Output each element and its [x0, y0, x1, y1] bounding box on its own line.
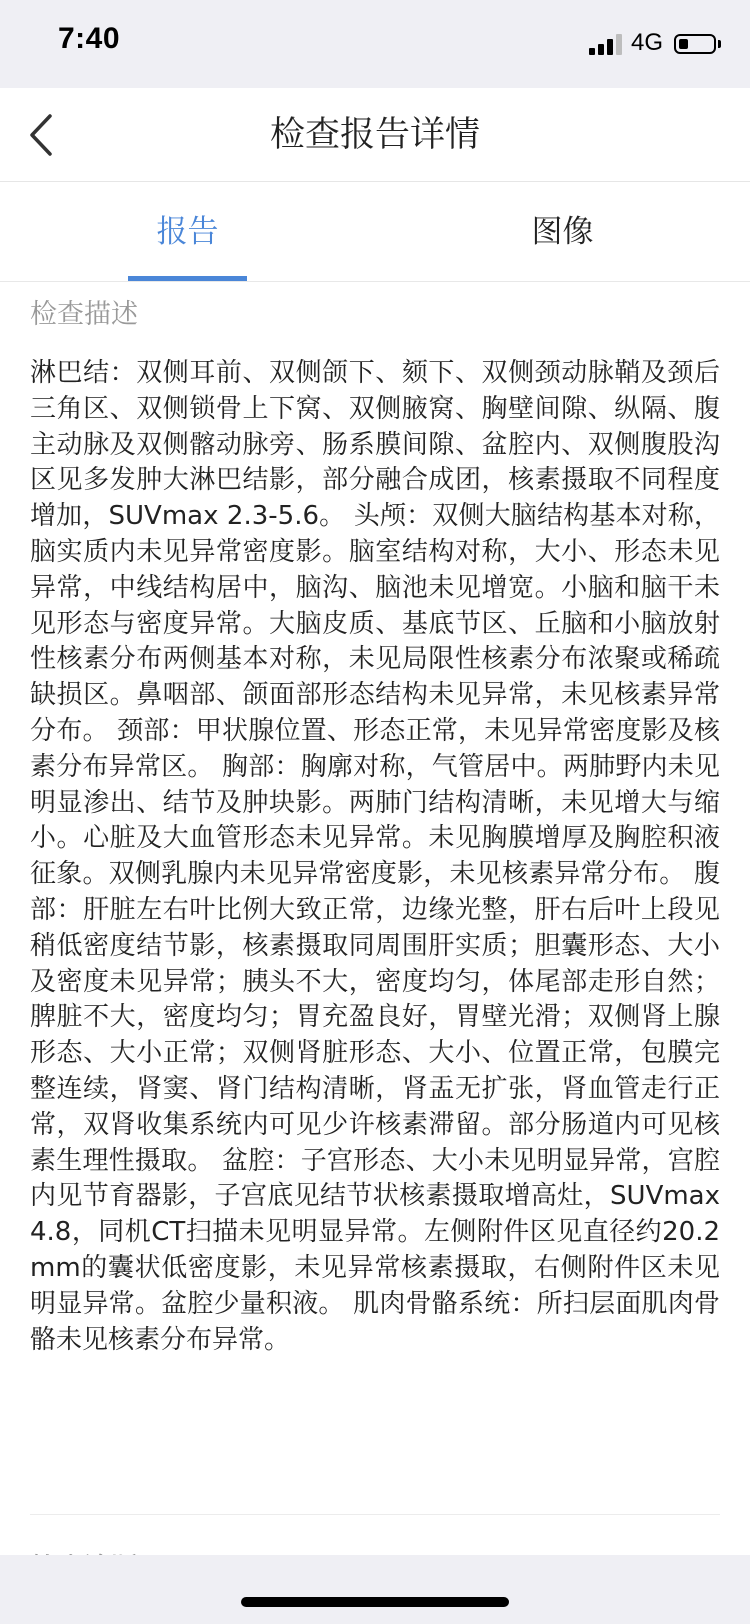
active-tab-indicator — [128, 276, 247, 281]
cellular-signal-icon — [589, 33, 623, 55]
tab-images[interactable]: 图像 — [531, 214, 594, 250]
page-title: 检查报告详情 — [269, 115, 480, 155]
home-indicator[interactable] — [241, 1597, 509, 1607]
battery-tip — [718, 40, 721, 48]
home-indicator-area — [0, 1555, 750, 1624]
section-divider — [30, 1514, 720, 1515]
description-text: 淋巴结：双侧耳前、双侧颌下、颏下、双侧颈动脉鞘及颈后三角区、双侧锁骨上下窝、双侧腋窝、胸壁间隙、纵隔、腹主动脉及双侧髂动脉旁、肠系膜间隙、盆腔内、双侧腹股沟区见多发肿大淋巴结影，部分融合成团，核素摄取不同程度增加，SUVmax 2.3-5.6。 头颅：双侧大脑结构基本对称，脑实质内未见异常密度影。脑室结构对称，大小、形态未见异常，中线结构居中，脑沟、脑池未见增宽。小脑和脑干未见形态与密度异常。大脑皮质、基底节区、丘脑和小脑放射性核素分布两侧基本对称，未见局限性核素分布浓聚或稀疏缺损区。鼻咽部、颌面部形态结构未见异常，未见核素异常分布。 颈部：甲状腺位置、形态正常，未见异常密度影及核素分布异常区。 胸部：胸廓对称，气管居中。两肺野内未见明显渗出、结节及肿块影。两肺门结构清晰，未见增大与缩小。心脏及大血管形态未见异常。未见胸膜增厚及胸腔积液征象。双侧乳腺内未见异常密度影，未见核素异常分布。 腹部：肝脏左右叶比例大致正常，边缘光整，肝右后叶上段见稍低密度结节影，核素摄取同周围肝实质；胆囊形态、大小及密度未见异常；胰头不大，密度均匀，体尾部走形自然；脾脏不大，密度均匀；胃充盈良好，胃壁光滑；双侧肾上腺形态、大小正常；双侧肾脏形态、大小、位置正常，包膜完整连续，肾窦、肾门结构清晰，肾盂无扩张，肾血管走行正常，双肾收集系统内可见少许核素滞留。部分肠道内可见核素生理性摄取。 盆腔：子宫形态、大小未见明显异常，宫腔内见节育器影，子宫底见结节状核素摄取增高灶，SUVmax 4.8，同机CT扫描未见明显异常。左侧附件区见直径约20.2mm的囊状低密度影，未见异常核素摄取，右侧附件区未见明显异常。盆腔少量积液。 肌肉骨骼系统：所扫层面肌肉骨骼未见核素分布异常。 — [30, 358, 720, 1355]
tab-report[interactable]: 报告 — [156, 214, 219, 250]
status-bar — [0, 0, 750, 88]
nav-bar — [0, 88, 750, 182]
tab-bar — [0, 182, 750, 282]
battery-icon — [674, 34, 716, 54]
network-type: 4G — [631, 29, 664, 56]
status-time: 7:40 — [58, 22, 121, 55]
description-section-title: 检查描述 — [30, 299, 138, 330]
